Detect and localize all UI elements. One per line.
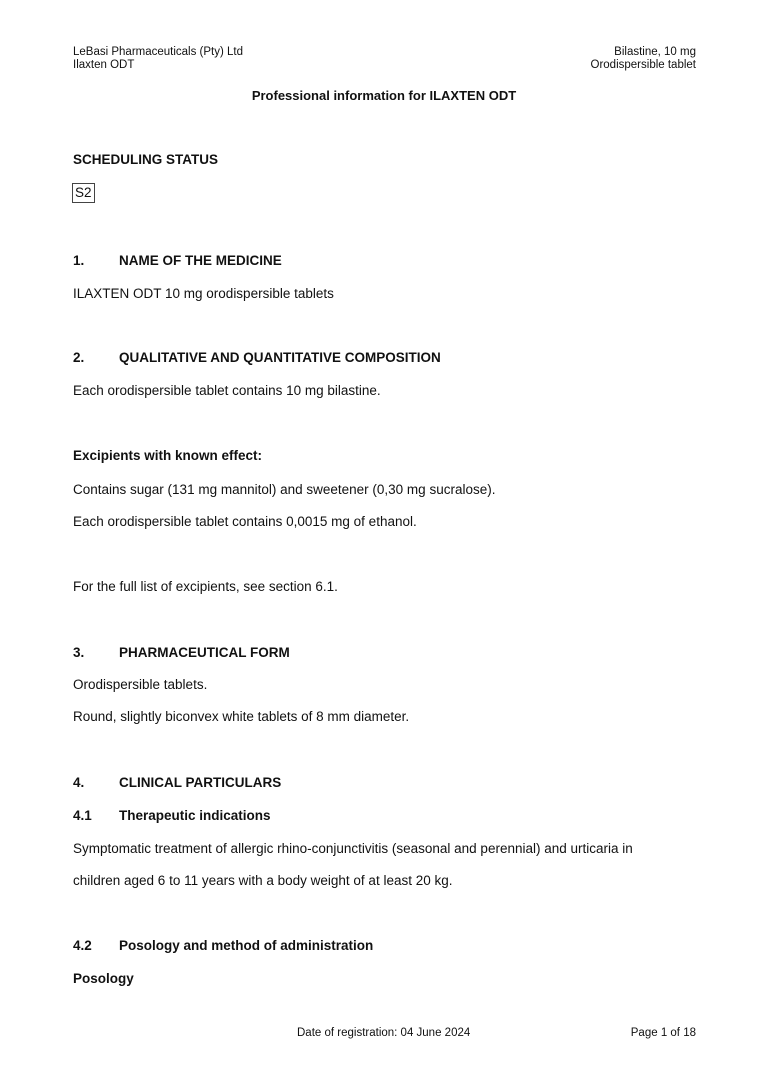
registration-date: Date of registration: 04 June 2024 [297,1027,471,1039]
posology-heading: Posology [73,971,134,986]
section-4-2-number: 4.2 [73,938,92,953]
excipients-full-list: For the full list of excipients, see section 6.1. [73,579,338,594]
excipients-heading: Excipients with known effect: [73,448,263,463]
section-2-text: Each orodispersible tablet contains 10 mg bilastine. [73,383,381,398]
section-2-number: 2. [73,350,85,365]
document-title: Professional information for ILAXTEN ODT [251,88,517,103]
section-4-1-line-1: Symptomatic treatment of allergic rhino-conjunctivitis (seasonal and perennial) and urticaria in [73,841,633,856]
company-name: LeBasi Pharmaceuticals (Pty) Ltd [73,46,244,58]
scheduling-heading: SCHEDULING STATUS [73,152,218,167]
page-number: Page 1 of 18 [630,1027,696,1039]
section-4-heading: CLINICAL PARTICULARS [119,775,282,790]
section-3-heading: PHARMACEUTICAL FORM [119,645,290,660]
section-1-text: ILAXTEN ODT 10 mg orodispersible tablets [73,286,334,301]
section-4-1-heading: Therapeutic indications [119,808,271,823]
product-form: Orodispersible tablet [590,59,696,71]
section-4-2-heading: Posology and method of administration [119,938,374,953]
section-2-heading: QUALITATIVE AND QUANTITATIVE COMPOSITION [119,350,441,365]
section-3-number: 3. [73,645,85,660]
scheduling-status-badge: S2 [72,183,95,203]
section-1-number: 1. [73,253,85,268]
header-right [591,46,696,72]
product-name: Ilaxten ODT [73,59,135,71]
section-4-number: 4. [73,775,85,790]
product-strength: Bilastine, 10 mg [614,46,696,58]
section-4-1-line-2: children aged 6 to 11 years with a body weight of at least 20 kg. [73,873,453,888]
excipients-line-1: Contains sugar (131 mg mannitol) and sweetener (0,30 mg sucralose). [73,482,496,497]
section-1-heading: NAME OF THE MEDICINE [119,253,282,268]
excipients-line-2: Each orodispersible tablet contains 0,0015 mg of ethanol. [73,514,417,529]
header-left [73,46,243,72]
section-4-1-number: 4.1 [73,808,92,823]
section-3-line-2: Round, slightly biconvex white tablets of 8 mm diameter. [73,709,410,724]
section-3-line-1: Orodispersible tablets. [73,677,208,692]
